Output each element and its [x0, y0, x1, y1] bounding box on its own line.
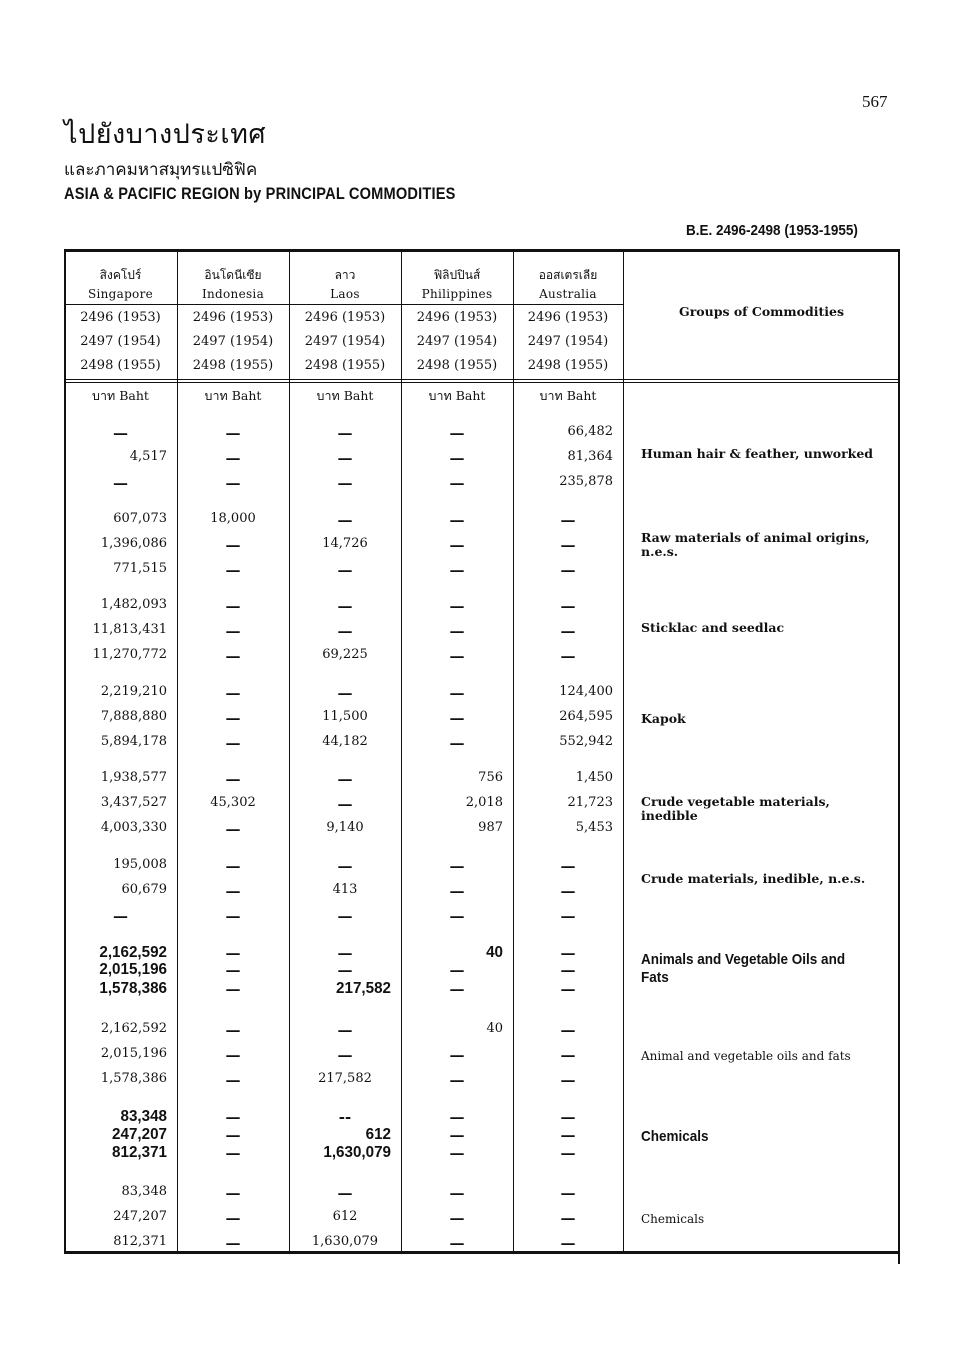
table-cell-value: 5,894,178 [100, 734, 167, 749]
table-cell-value: — [225, 944, 241, 962]
table-cell-value: 11,500 [322, 709, 368, 724]
table-cell-value: — [560, 882, 576, 900]
table-cell-value: — [449, 709, 465, 727]
table-cell-value: 264,595 [559, 709, 613, 724]
table-cell-value: — [337, 961, 353, 979]
table-cell-value: 21,723 [567, 795, 613, 810]
table-cell-value: — [225, 820, 241, 838]
table-cell-value: — [449, 882, 465, 900]
table-cell-value: 612 [365, 1126, 391, 1143]
table-cell-value: — [337, 1184, 353, 1202]
table-cell-value: — [225, 647, 241, 665]
table-cell-value: — [560, 1126, 576, 1144]
column-thai-name: ออสเตรเลีย [538, 268, 598, 282]
table-cell-value: 69,225 [322, 647, 368, 662]
table-cell-value: 81,364 [567, 449, 613, 464]
column-country-name: Australia [539, 287, 597, 301]
table-cell-value: 11,270,772 [92, 647, 167, 662]
table-cell-value: — [225, 961, 241, 979]
table-cell-value: — [225, 770, 241, 788]
table-cell-value: — [337, 449, 353, 467]
table-cell-value: 4,003,330 [100, 820, 167, 835]
commodity-group-label: Chemicals [641, 1212, 705, 1226]
table-cell-value: 1,578,386 [99, 980, 167, 997]
table-cell-value: 1,630,079 [323, 1144, 391, 1161]
table-cell-value: 552,942 [559, 734, 613, 749]
table-cell-value: 247,207 [113, 1209, 167, 1224]
table-cell-value: — [449, 1071, 465, 1089]
header-rule-2 [64, 382, 900, 383]
table-cell-value: 235,878 [559, 474, 613, 489]
table-cell-value: — [449, 1209, 465, 1227]
table-cell-value: 9,140 [326, 820, 364, 835]
table-cell-value: 2,015,196 [99, 961, 167, 978]
table-cell-value: 2,162,592 [99, 944, 167, 961]
table-cell-value: — [449, 684, 465, 702]
table-cell-value: — [337, 511, 353, 529]
column-year-label: 2496 (1953) [527, 310, 609, 325]
table-cell-value: — [337, 857, 353, 875]
table-cell-value: 2,162,592 [100, 1021, 167, 1036]
commodity-group-label: Crude vegetable materials, inedible [641, 794, 830, 823]
table-cell-value: — [560, 980, 576, 998]
table-cell-value: — [225, 1234, 241, 1252]
table-cell-value: — [560, 647, 576, 665]
commodity-group-label: Human hair & feather, unworked [641, 446, 874, 461]
table-cell-value: — [337, 561, 353, 579]
table-cell-value: — [337, 684, 353, 702]
table-cell-value: — [225, 536, 241, 554]
table-cell-value: — [225, 734, 241, 752]
table-cell-value: — [560, 1144, 576, 1162]
table-cell-value: 771,515 [113, 561, 167, 576]
table-cell-value: — [449, 511, 465, 529]
table-cell-value: 14,726 [322, 536, 368, 551]
column-unit-label: บาท Baht [428, 388, 486, 403]
commodity-group-label: Animal and vegetable oils and fats [641, 1049, 851, 1063]
table-cell-value: — [225, 1126, 241, 1144]
table-cell-value: — [337, 597, 353, 615]
column-thai-name: อินโดนีเซีย [204, 268, 262, 282]
column-country-name: Laos [330, 287, 360, 301]
table-cell-value: — [560, 1021, 576, 1039]
table-cell-value: — [337, 795, 353, 813]
table-cell-value: — [225, 709, 241, 727]
table-cell-value: 2,219,210 [100, 684, 167, 699]
table-cell-value: — [225, 882, 241, 900]
table-cell-value: — [113, 424, 128, 442]
table-cell-value: — [225, 622, 241, 640]
table-cell-value: — [337, 622, 353, 640]
column-unit-label: บาท Baht [204, 388, 262, 403]
table-cell-value: 1,482,093 [100, 597, 167, 612]
table-cell-value: — [560, 907, 576, 925]
table-cell-value: — [560, 511, 576, 529]
table-cell-value: — [337, 424, 353, 442]
table-cell-value: — [337, 474, 353, 492]
table-cell-value: — [337, 770, 353, 788]
table-cell-value: 66,482 [567, 424, 613, 439]
page-number: 567 [862, 92, 888, 111]
column-year-label: 2496 (1953) [304, 310, 386, 325]
table-cell-value: — [560, 1108, 576, 1126]
table-cell-value: — [225, 907, 241, 925]
table-cell-value: — [225, 1108, 241, 1126]
table-cell-value: — [449, 907, 465, 925]
commodity-group-label: Crude materials, inedible, n.e.s. [641, 871, 866, 886]
table-cell-value: 195,008 [113, 857, 167, 872]
table-cell-value: — [560, 536, 576, 554]
table-cell-value: — [560, 1071, 576, 1089]
table-cell-value: 1,396,086 [100, 536, 167, 551]
table-cell-value: 18,000 [210, 511, 256, 526]
table-cell-value: — [560, 961, 576, 979]
table-cell-value: 812,371 [112, 1144, 167, 1161]
table-cell-value: -- [338, 1108, 352, 1126]
table-cell-value: 4,517 [129, 449, 167, 464]
table-cell-value: — [449, 980, 465, 998]
table-cell-value: 40 [486, 944, 503, 961]
table-cell-value: — [560, 1046, 576, 1064]
column-year-label: 2496 (1953) [416, 310, 498, 325]
table-cell-value: 1,630,079 [311, 1234, 379, 1249]
table-cell-value: — [225, 1071, 241, 1089]
table-cell-value: — [560, 622, 576, 640]
table-cell-value: 11,813,431 [92, 622, 167, 637]
table-cell-value: — [225, 597, 241, 615]
commodity-group-label: Animals and Vegetable Oils and Fats [641, 951, 846, 986]
column-thai-name: สิงคโปร์ [99, 268, 142, 282]
table-cell-value: — [225, 1144, 241, 1162]
table-cell-value: — [225, 424, 241, 442]
column-year-label: 2497 (1954) [192, 334, 274, 349]
table-cell-value: — [337, 907, 353, 925]
column-year-label: 2498 (1955) [416, 358, 498, 373]
country-name-rule [64, 304, 623, 305]
table-cell-value: — [225, 474, 241, 492]
table-cell-value: — [449, 734, 465, 752]
title-english: ASIA & PACIFIC REGION by PRINCIPAL COMMODITIES [64, 184, 456, 203]
table-cell-value: 612 [332, 1209, 358, 1224]
commodity-group-label: Kapok [641, 711, 686, 726]
table-cell-value: 124,400 [559, 684, 613, 699]
table-cell-value: — [225, 684, 241, 702]
table-cell-value: 44,182 [322, 734, 368, 749]
table-cell-value: — [225, 561, 241, 579]
table-cell-value: — [449, 1108, 465, 1126]
table-cell-value: — [337, 944, 353, 962]
table-cell-value: 812,371 [113, 1234, 167, 1249]
table-cell-value: 756 [478, 770, 503, 785]
column-unit-label: บาท Baht [316, 388, 374, 403]
column-year-label: 2498 (1955) [304, 358, 386, 373]
commodity-group-label: Chemicals [641, 1128, 709, 1145]
table-cell-value: 607,073 [113, 511, 167, 526]
column-year-label: 2496 (1953) [80, 310, 161, 325]
table-cell-value: — [337, 1021, 353, 1039]
table-cell-value: 3,437,527 [100, 795, 167, 810]
table-cell-value: — [225, 1209, 241, 1227]
table-cell-value: 45,302 [210, 795, 256, 810]
table-cell-value: — [113, 907, 128, 925]
groups-header: Groups of Commodities [679, 304, 844, 319]
table-cell-value: 5,453 [575, 820, 613, 835]
table-cell-value: 2,015,196 [100, 1046, 167, 1061]
table-cell-value: — [449, 857, 465, 875]
table-cell-value: — [449, 647, 465, 665]
table-cell-value: — [225, 1046, 241, 1064]
table-cell-value: 987 [478, 820, 503, 835]
table-cell-value: 217,582 [336, 980, 391, 997]
table-cell-value: — [560, 1234, 576, 1252]
table-cell-value: — [225, 980, 241, 998]
table-cell-value: — [560, 561, 576, 579]
table-cell-value: — [560, 1209, 576, 1227]
table-cell-value: — [449, 536, 465, 554]
column-country-name: Singapore [87, 287, 154, 301]
column-year-label: 2497 (1954) [80, 334, 161, 349]
table-cell-value: — [449, 1126, 465, 1144]
column-thai-name: ฟิลิปปินส์ [433, 268, 481, 282]
table-cell-value: 7,888,880 [100, 709, 167, 724]
column-divider [623, 249, 624, 1254]
table-cell-value: — [560, 1184, 576, 1202]
table-cell-value: 217,582 [318, 1071, 372, 1086]
table-cell-value: — [225, 449, 241, 467]
table-cell-value: — [449, 1046, 465, 1064]
column-unit-label: บาท Baht [92, 388, 149, 403]
table-top-rule [64, 249, 900, 252]
column-year-label: 2497 (1954) [304, 334, 386, 349]
table-cell-value: — [560, 597, 576, 615]
table-cell-value: — [449, 1234, 465, 1252]
column-year-label: 2498 (1955) [80, 358, 161, 373]
table-cell-value: — [449, 961, 465, 979]
table-right-border [898, 249, 900, 1264]
table-cell-value: — [337, 1046, 353, 1064]
column-year-label: 2498 (1955) [192, 358, 274, 373]
table-cell-value: — [225, 857, 241, 875]
title-thai-main: ไปยังบางประเทศ [64, 119, 267, 150]
table-cell-value: — [449, 597, 465, 615]
table-cell-value: — [225, 1184, 241, 1202]
commodity-group-label: Sticklac and seedlac [641, 620, 785, 635]
table-cell-value: 2,018 [465, 795, 503, 810]
table-cell-value: 83,348 [121, 1184, 167, 1199]
column-year-label: 2497 (1954) [416, 334, 498, 349]
period-label: B.E. 2496-2498 (1953-1955) [686, 222, 858, 239]
column-country-name: Indonesia [201, 287, 265, 301]
commodities-table [64, 249, 900, 1263]
table-cell-value: — [560, 857, 576, 875]
table-cell-value: — [449, 449, 465, 467]
table-cell-value: — [449, 1184, 465, 1202]
table-cell-value: — [225, 1021, 241, 1039]
table-cell-value: 40 [486, 1021, 503, 1036]
table-cell-value: — [449, 474, 465, 492]
table-cell-value: 413 [332, 882, 358, 897]
table-cell-value: 1,450 [575, 770, 613, 785]
table-cell-value: 1,578,386 [100, 1071, 167, 1086]
column-unit-label: บาท Baht [539, 388, 597, 403]
table-cell-value: 1,938,577 [100, 770, 167, 785]
table-cell-value: — [449, 424, 465, 442]
column-thai-name: ลาว [334, 268, 356, 282]
table-cell-value: 83,348 [120, 1108, 167, 1125]
table-cell-value: — [449, 1144, 465, 1162]
table-cell-value: — [113, 474, 128, 492]
column-year-label: 2498 (1955) [527, 358, 609, 373]
column-year-label: 2497 (1954) [527, 334, 609, 349]
table-cell-value: — [560, 944, 576, 962]
column-year-label: 2496 (1953) [192, 310, 274, 325]
table-cell-value: — [449, 622, 465, 640]
commodity-group-label: Raw materials of animal origins, n.e.s. [641, 530, 870, 559]
table-cell-value: 60,679 [121, 882, 167, 897]
title-thai-sub: และภาคมหาสมุทรแปซิฟิค [64, 160, 258, 180]
table-cell-value: — [449, 561, 465, 579]
column-country-name: Philippines [421, 287, 493, 301]
header-rule-1 [64, 379, 900, 380]
table-cell-value: 247,207 [112, 1126, 167, 1143]
